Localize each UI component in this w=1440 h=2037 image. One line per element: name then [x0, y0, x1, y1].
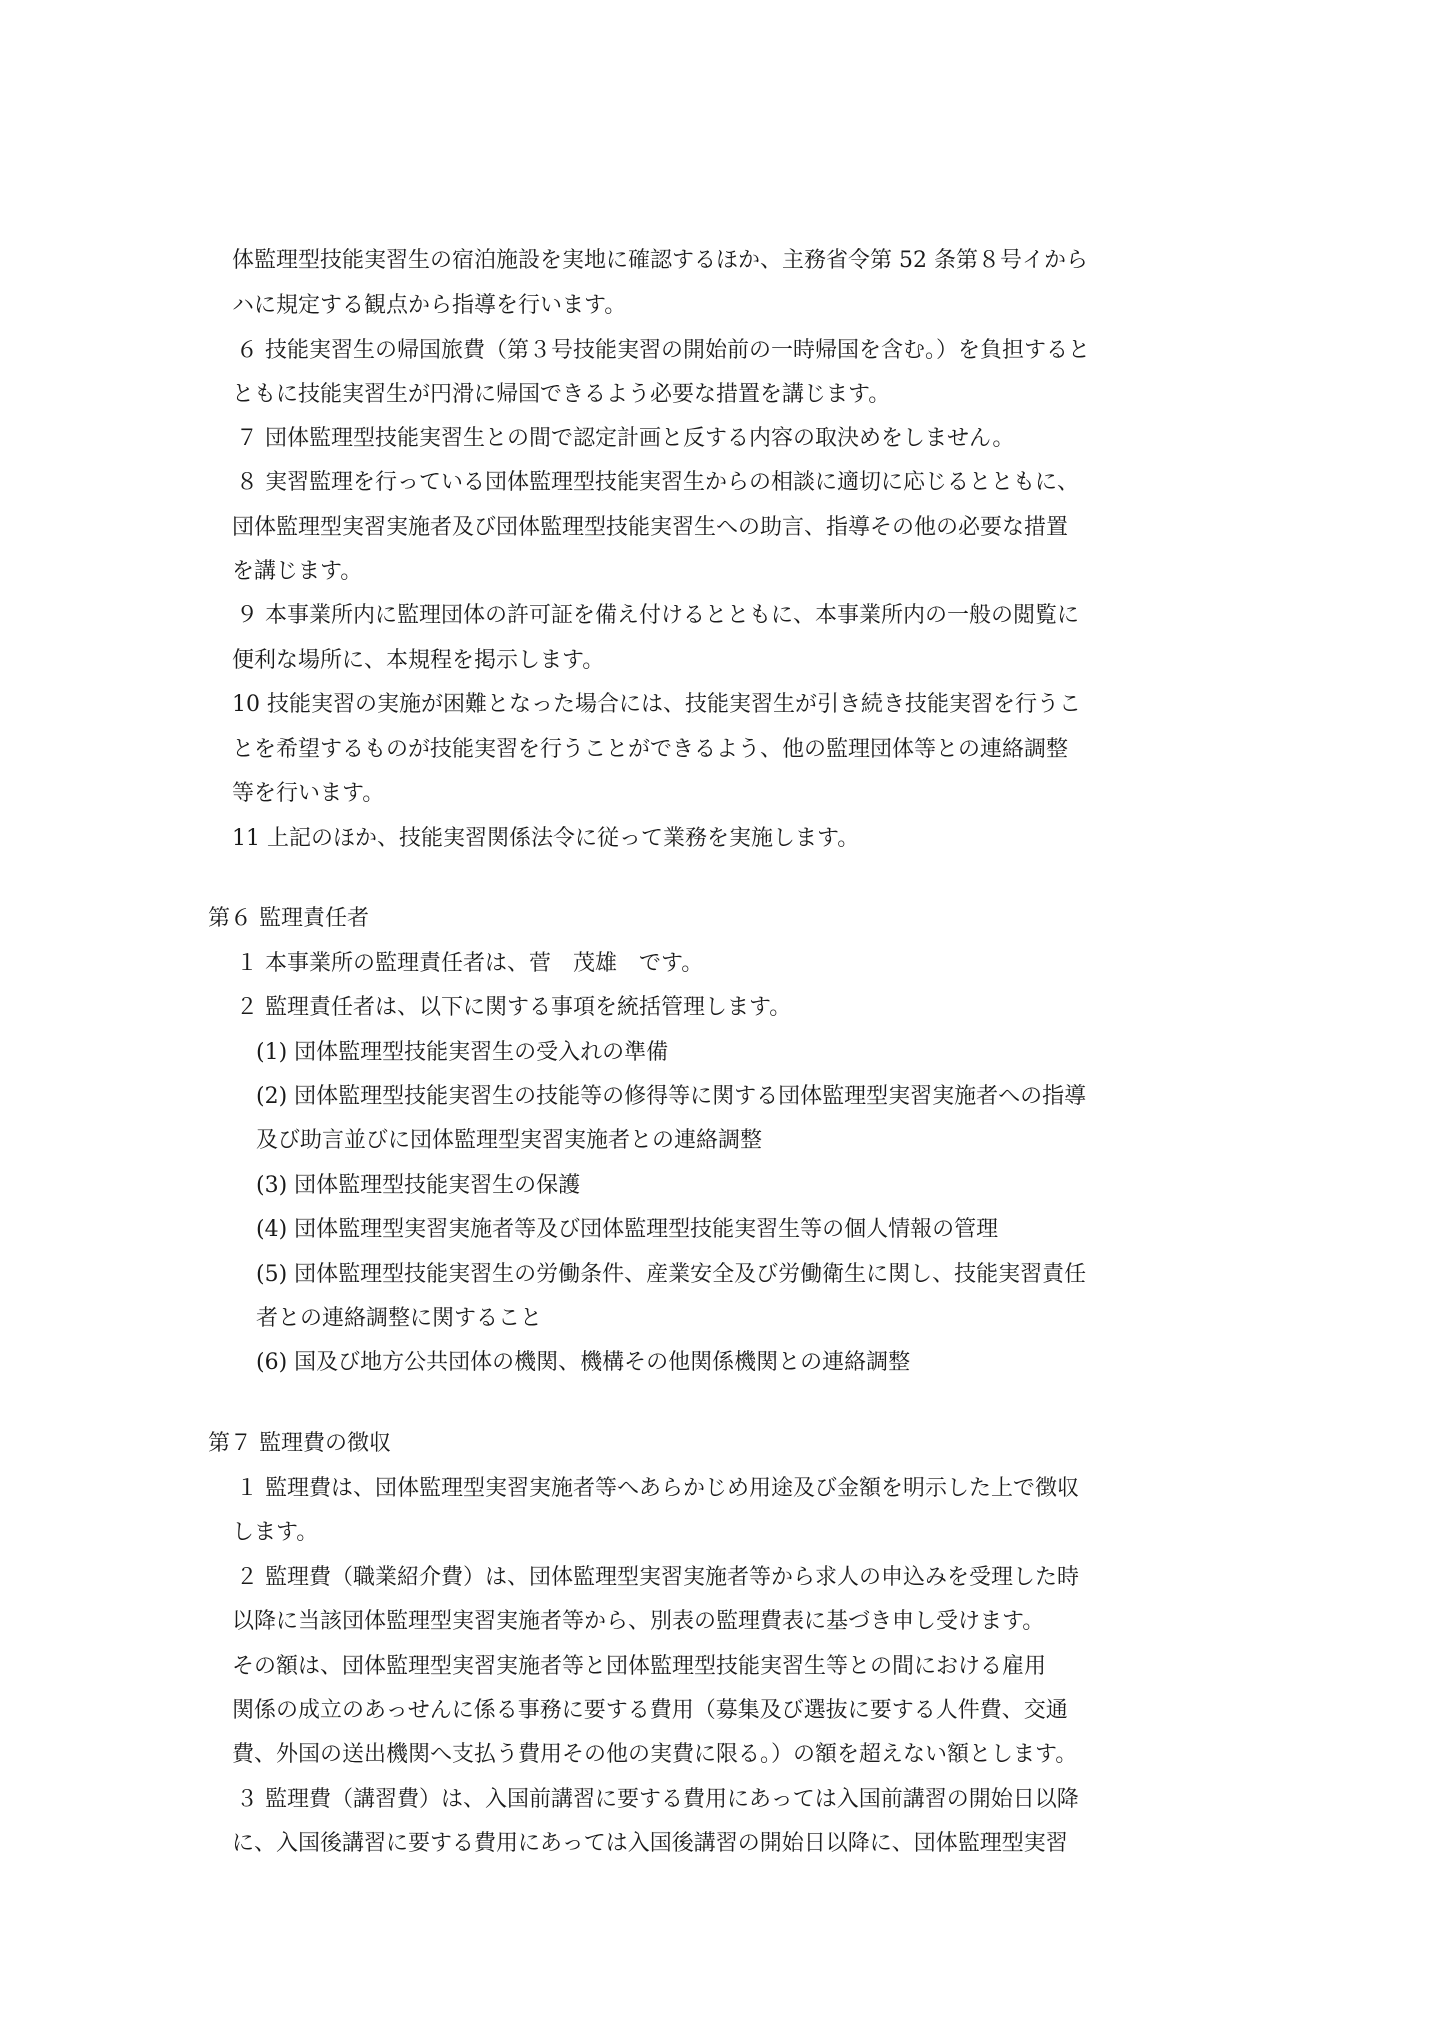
- list-item: (1) 団体監理型技能実習生の受入れの準備: [256, 1040, 669, 1065]
- text-line: 費、外国の送出機関へ支払う費用その他の実費に限る。）の額を超えない額とします。: [232, 1742, 1078, 1767]
- text-line: ハに規定する観点から指導を行います。: [232, 293, 627, 318]
- text-line: 等を行います。: [232, 781, 385, 806]
- text-line: 便利な場所に、本規程を掲示します。: [232, 648, 605, 673]
- text-line: を講じます。: [232, 559, 363, 584]
- text-line: とを希望するものが技能実習を行うことができるよう、他の監理団体等との連絡調整: [232, 737, 1069, 762]
- text-line: １ 監理費は、団体監理型実習実施者等へあらかじめ用途及び金額を明示した上で徴収: [236, 1476, 1079, 1501]
- text-line: ともに技能実習生が円滑に帰国できるよう必要な措置を講じます。: [232, 382, 891, 407]
- text-line: に、入国後講習に要する費用にあっては入国後講習の開始日以降に、団体監理型実習: [232, 1831, 1068, 1856]
- text-line: ６ 技能実習生の帰国旅費（第３号技能実習の開始前の一時帰国を含む。）を負担すると: [236, 338, 1090, 363]
- text-line: その額は、団体監理型実習実施者等と団体監理型技能実習生等との間における雇用: [232, 1654, 1047, 1679]
- list-item: (4) 団体監理型実習実施者等及び団体監理型技能実習生等の個人情報の管理: [256, 1217, 999, 1242]
- text-line: ７ 団体監理型技能実習生との間で認定計画と反する内容の取決めをしません。: [236, 426, 1015, 451]
- text-line: 関係の成立のあっせんに係る事務に要する費用（募集及び選抜に要する人件費、交通: [232, 1698, 1068, 1723]
- section-heading: 第７ 監理費の徴収: [208, 1431, 391, 1456]
- text-line: １ 本事業所の監理責任者は、菅 茂雄 です。: [236, 951, 704, 976]
- text-line: ８ 実習監理を行っている団体監理型技能実習生からの相談に適切に応じるとともに、: [236, 470, 1079, 495]
- text-line: 以降に当該団体監理型実習実施者等から、別表の監理費表に基づき申し受けます。: [232, 1609, 1045, 1634]
- text-line: 10 技能実習の実施が困難となった場合には、技能実習生が引き続き技能実習を行うこ: [232, 692, 1081, 717]
- text-line: ２ 監理費（職業紹介費）は、団体監理型実習実施者等から求人の申込みを受理した時: [236, 1565, 1079, 1590]
- text-line: 団体監理型実習実施者及び団体監理型技能実習生への助言、指導その他の必要な措置: [232, 515, 1069, 540]
- text-line: ９ 本事業所内に監理団体の許可証を備え付けるとともに、本事業所内の一般の閲覧に: [236, 603, 1079, 628]
- text-line: ２ 監理責任者は、以下に関する事項を統括管理します。: [236, 995, 792, 1020]
- text-line: ３ 監理費（講習費）は、入国前講習に要する費用にあっては入国前講習の開始日以降: [236, 1787, 1079, 1812]
- list-item: (5) 団体監理型技能実習生の労働条件、産業安全及び労働衛生に関し、技能実習責任: [256, 1262, 1087, 1287]
- list-item: (6) 国及び地方公共団体の機関、機構その他関係機関との連絡調整: [256, 1350, 911, 1375]
- list-item: 及び助言並びに団体監理型実習実施者との連絡調整: [256, 1128, 763, 1153]
- list-item: 者との連絡調整に関すること: [256, 1306, 543, 1331]
- list-item: (2) 団体監理型技能実習生の技能等の修得等に関する団体監理型実習実施者への指導: [256, 1084, 1087, 1109]
- text-line: 11 上記のほか、技能実習関係法令に従って業務を実施します。: [232, 826, 860, 851]
- list-item: (3) 団体監理型技能実習生の保護: [256, 1173, 581, 1198]
- section-heading: 第６ 監理責任者: [208, 906, 369, 931]
- text-line: します。: [232, 1520, 319, 1545]
- text-line: 体監理型技能実習生の宿泊施設を実地に確認するほか、主務省令第 52 条第８号イから: [232, 248, 1088, 273]
